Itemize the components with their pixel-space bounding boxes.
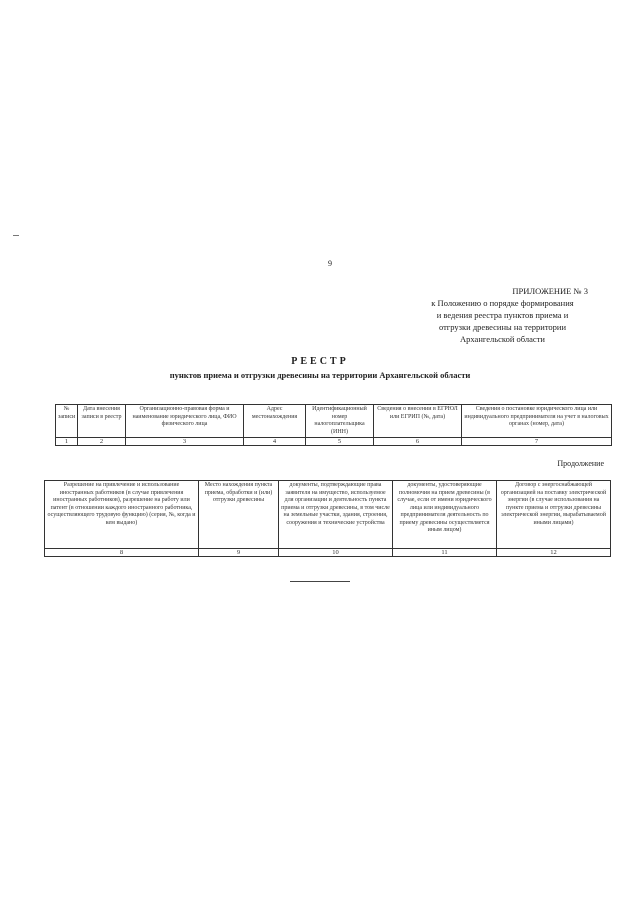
registry-subtitle: пунктов приема и отгрузки древесины на территории Архангельской области <box>169 370 471 380</box>
column-number-row <box>45 549 611 557</box>
column-header: Идентификационный номер налогоплательщика (ИНН) <box>306 405 374 438</box>
column-header: Адрес местонахождения <box>244 405 306 438</box>
column-header: Сведения о постановке юридического лица или индивидуального предпринимателя на учет в налоговых органах (номер, дата) <box>462 405 612 438</box>
appendix-title: ПРИЛОЖЕНИЕ № 3 <box>512 286 588 296</box>
column-header: Разрешение на привлечение и использование иностранных работников (в случае привлечения иностранных работников), разрешение на работу или патент (в отношении каждого иностранного работника, осуществляющего трудовую функцию) (серия, №, когда и кем выдано) <box>45 481 199 549</box>
column-number: 12 <box>497 549 611 557</box>
stray-mark <box>13 235 19 236</box>
column-number: 11 <box>393 549 497 557</box>
column-number-row <box>56 438 612 446</box>
appendix-line: отгрузки древесины на территории <box>438 322 567 332</box>
column-number: 5 <box>306 438 374 446</box>
registry-title: РЕЕСТР <box>291 356 349 367</box>
column-header: Организационно-правовая форма и наименование юридического лица, ФИО физического лица <box>126 405 244 438</box>
column-header: Дата внесения записи в реестр <box>78 405 126 438</box>
column-number: 3 <box>126 438 244 446</box>
registry-table-part-1 <box>55 404 612 446</box>
column-number: 9 <box>199 549 279 557</box>
column-number: 10 <box>279 549 393 557</box>
table-header-row <box>45 481 611 549</box>
column-number: 2 <box>78 438 126 446</box>
registry-table-part-2 <box>44 480 611 557</box>
end-rule <box>290 581 350 582</box>
appendix-block <box>395 285 610 345</box>
column-number: 1 <box>56 438 78 446</box>
appendix-line: Архангельской области <box>460 334 545 344</box>
column-header: документы, удостоверяющие полномочия на прием древесины (в случае, если от имени юридического лица или индивидуального предпринимателя деятельность по приему древесины осуществляется иным лицом) <box>393 481 497 549</box>
column-number: 8 <box>45 549 199 557</box>
column-header: Место нахождения пункта приема, обработки и (или) отгрузки древесины <box>199 481 279 549</box>
page-number: 9 <box>328 259 332 268</box>
appendix-line: к Положению о порядке формирования <box>431 298 574 308</box>
continuation-label: Продолжение <box>557 459 604 468</box>
column-header: № записи <box>56 405 78 438</box>
column-number: 7 <box>462 438 612 446</box>
column-header: Договор с энергоснабжающей организацией на поставку электрической энергии (в случае использования на пункте приема и отгрузки древесины электрической энергии, вырабатываемой иными лицами) <box>497 481 611 549</box>
column-header: документы, подтверждающие права заявителя на имущество, используемое для организации и деятельность пункта приема и отгрузки древесины, в том числе на земельные участки, здания, строения, сооружения и технические устройства <box>279 481 393 549</box>
column-number: 6 <box>374 438 462 446</box>
appendix-line: и ведения реестра пунктов приема и <box>436 310 569 320</box>
column-header: Сведения о внесении в ЕГРЮЛ или ЕГРИП (№, дата) <box>374 405 462 438</box>
table-header-row <box>56 405 612 438</box>
column-number: 4 <box>244 438 306 446</box>
